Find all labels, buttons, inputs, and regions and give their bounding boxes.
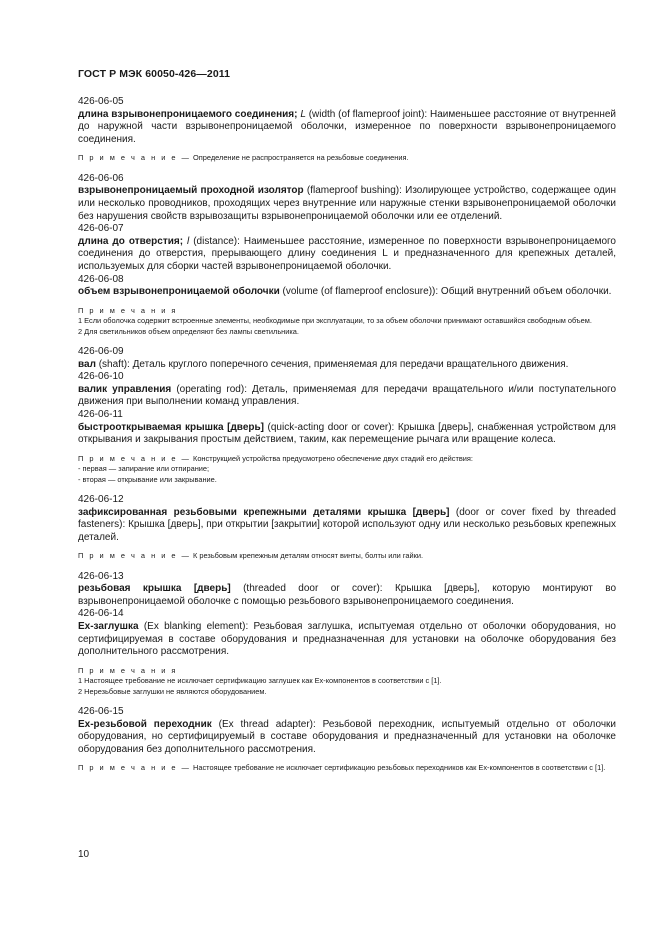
term-english: (flameproof bushing): xyxy=(303,185,402,197)
term-notes xyxy=(78,306,616,337)
term-english: (volume (of flameproof enclosure)): xyxy=(279,286,439,298)
term-title: вал xyxy=(78,358,96,370)
note-text: Конструкцией устройства предусмотрено обеспечение двух стадий его действия: xyxy=(193,453,473,463)
term-definition xyxy=(78,236,616,274)
note-text: Определение не распространяется на резьбовые соединения. xyxy=(193,153,409,163)
term-title: зафиксированная резьбовыми крепежными деталями крышка [дверь] xyxy=(78,506,450,518)
term-english: (door or cover fixed by threaded fasteners): xyxy=(78,506,616,531)
term-number: 426-06-09 xyxy=(78,345,124,357)
term-note xyxy=(78,763,616,773)
term-english: (Ex blanking element): xyxy=(138,621,249,633)
note-item: 2 Нерезьбовые заглушки не являются оборудованием. xyxy=(78,686,267,696)
document-header: ГОСТ Р МЭК 60050-426—2011 xyxy=(78,68,231,80)
note-item: - первая — запирание или отпирание; xyxy=(78,464,210,474)
note-label: П р и м е ч а н и я xyxy=(78,305,178,315)
note-label: П р и м е ч а н и е — xyxy=(78,453,191,463)
term-number: 426-06-06 xyxy=(78,172,124,184)
term-definition xyxy=(78,286,616,299)
term-entry xyxy=(78,494,616,562)
term-english: (shaft): xyxy=(95,358,130,370)
note-item: 1 Настоящее требование не исключает сертификацию заглушек как Ex-компонентов в соответствии с [1]. xyxy=(78,676,442,686)
note-item: 1 Если оболочка содержит встроенные элементы, необходимые при эксплуатации, то за объем оболочки принимают оставшийся свободным объем. xyxy=(78,316,592,326)
term-english: (quick-acting door or cover): xyxy=(263,421,395,433)
term-entry xyxy=(78,223,616,273)
term-title: Ex-резьбовой переходник xyxy=(78,718,212,730)
term-definition xyxy=(78,422,616,447)
term-entry xyxy=(78,706,616,774)
term-english: (threaded door or cover): xyxy=(230,583,383,595)
term-title: быстрооткрываемая крышка [дверь] xyxy=(78,421,264,433)
term-text: Общий внутренний объем оболочки. xyxy=(438,286,612,298)
term-title: объем взрывонепроницаемой оболочки xyxy=(78,286,280,298)
term-entry xyxy=(78,173,616,223)
term-english: (distance): xyxy=(189,235,240,247)
term-symbol: l xyxy=(187,235,190,247)
term-entry xyxy=(78,96,616,164)
term-title: длина взрывонепроницаемого соединения; xyxy=(78,108,298,120)
term-text: Резьбовая заглушка, испытуемая отдельно от оболочки оборудования, но сертифицируемая в составе оборудования и предназначенная для установки на оболочке оборудования без дополнительного рассмотрения. xyxy=(78,621,616,658)
term-number: 426-06-07 xyxy=(78,223,124,235)
term-number: 426-06-08 xyxy=(78,273,124,285)
note-label: П р и м е ч а н и я xyxy=(78,665,178,675)
note-label: П р и м е ч а н и е — xyxy=(78,551,191,561)
term-number: 426-06-11 xyxy=(78,408,123,420)
term-definition xyxy=(78,621,616,659)
term-title: Ex-заглушка xyxy=(78,621,139,633)
note-text: Настоящее требование не исключает сертификацию резьбовых переходников как Ex-компонентов в соответствии с [1]. xyxy=(193,763,606,773)
term-number: 426-06-14 xyxy=(78,608,124,620)
term-text: Деталь, применяемая для передачи вращательного и/или поступательного движения при выполнении команд управления. xyxy=(78,383,617,408)
term-number: 426-06-13 xyxy=(78,570,124,582)
term-entry xyxy=(78,409,616,485)
term-note xyxy=(78,153,616,163)
term-english: (width (of flameproof joint): xyxy=(305,108,428,120)
term-entry xyxy=(78,608,616,697)
term-number: 426-06-05 xyxy=(78,96,124,107)
note-text: К резьбовым крепежным деталям относят винты, болты или гайки. xyxy=(193,551,424,561)
term-text: Наименьшее расстояние, измеренное по поверхности взрывонепроницаемого соединения до отверстия, прерывающего длину соединения L и предназначенного для крепежных деталей, используемых для сборки частей взрывонепроницаемой оболочки. xyxy=(78,235,616,272)
term-text: Наименьшее расстояние от внутренней до наружной части взрывонепроницаемой оболочки, измеренное по поверхности взрывонепроницаемого соединения. xyxy=(78,108,617,145)
term-title: длина до отверстия; xyxy=(78,235,184,247)
term-definition xyxy=(78,384,616,409)
term-text: Крышка [дверь], при открытии [закрытии] которой используют одну или несколько резьбовых крепежных деталей. xyxy=(78,519,616,543)
term-title: резьбовая крышка [дверь] xyxy=(78,583,231,595)
term-number: 426-06-12 xyxy=(78,493,124,505)
term-text: Крышка [дверь], которую монтируют во взрывонепроницаемой оболочке с помощью резьбового взрывонепроницаемого соединения. xyxy=(78,583,617,607)
term-definition xyxy=(78,583,616,608)
term-entry xyxy=(78,274,616,337)
term-notes xyxy=(78,666,616,697)
document-body xyxy=(78,96,616,783)
term-entry xyxy=(78,371,616,409)
term-definition xyxy=(78,359,616,372)
note-item: 2 Для светильников объем определяют без лампы светильника. xyxy=(78,326,299,336)
term-note xyxy=(78,454,616,485)
term-english: (Ex thread adapter): xyxy=(211,718,316,730)
term-definition xyxy=(78,507,616,545)
term-definition xyxy=(78,719,616,757)
term-definition xyxy=(78,185,616,223)
note-item: - вторая — открывание или закрывание. xyxy=(78,474,217,484)
term-english: (operating rod): xyxy=(171,383,247,395)
term-entry xyxy=(78,571,616,609)
term-text: Изолирующее устройство, содержащее один или несколько проводников, проходящих через внутренние или наружные стенки взрывонепроницаемой оболочки без нарушения свойств взрывозащиты взрывонепроницаемой оболочки или ее отделений. xyxy=(78,185,616,222)
term-symbol: L xyxy=(300,108,306,120)
note-label: П р и м е ч а н и е — xyxy=(78,153,191,163)
term-definition xyxy=(78,109,616,147)
term-number: 426-06-15 xyxy=(78,706,124,718)
term-text: Деталь круглого поперечного сечения, применяемая для передачи вращательного движения. xyxy=(129,358,569,370)
term-title: валик управления xyxy=(78,383,172,395)
term-entry xyxy=(78,346,616,371)
term-title: взрывонепроницаемый проходной изолятор xyxy=(78,185,304,197)
term-text: Крышка [дверь], снабженная устройством для открывания и закрывания простым действием, таким, как перемещение рычага или вращение колеса. xyxy=(78,421,616,446)
page-number: 10 xyxy=(78,849,90,860)
term-text: Резьбовой переходник, испытуемый отдельно от оболочки оборудования, но сертифицируемый в составе оборудования и предназначенный для установки на оболочке оборудования без дополнительного рассмотрения. xyxy=(78,718,617,755)
term-note xyxy=(78,551,616,561)
note-label: П р и м е ч а н и е — xyxy=(78,763,191,773)
term-number: 426-06-10 xyxy=(78,371,124,383)
